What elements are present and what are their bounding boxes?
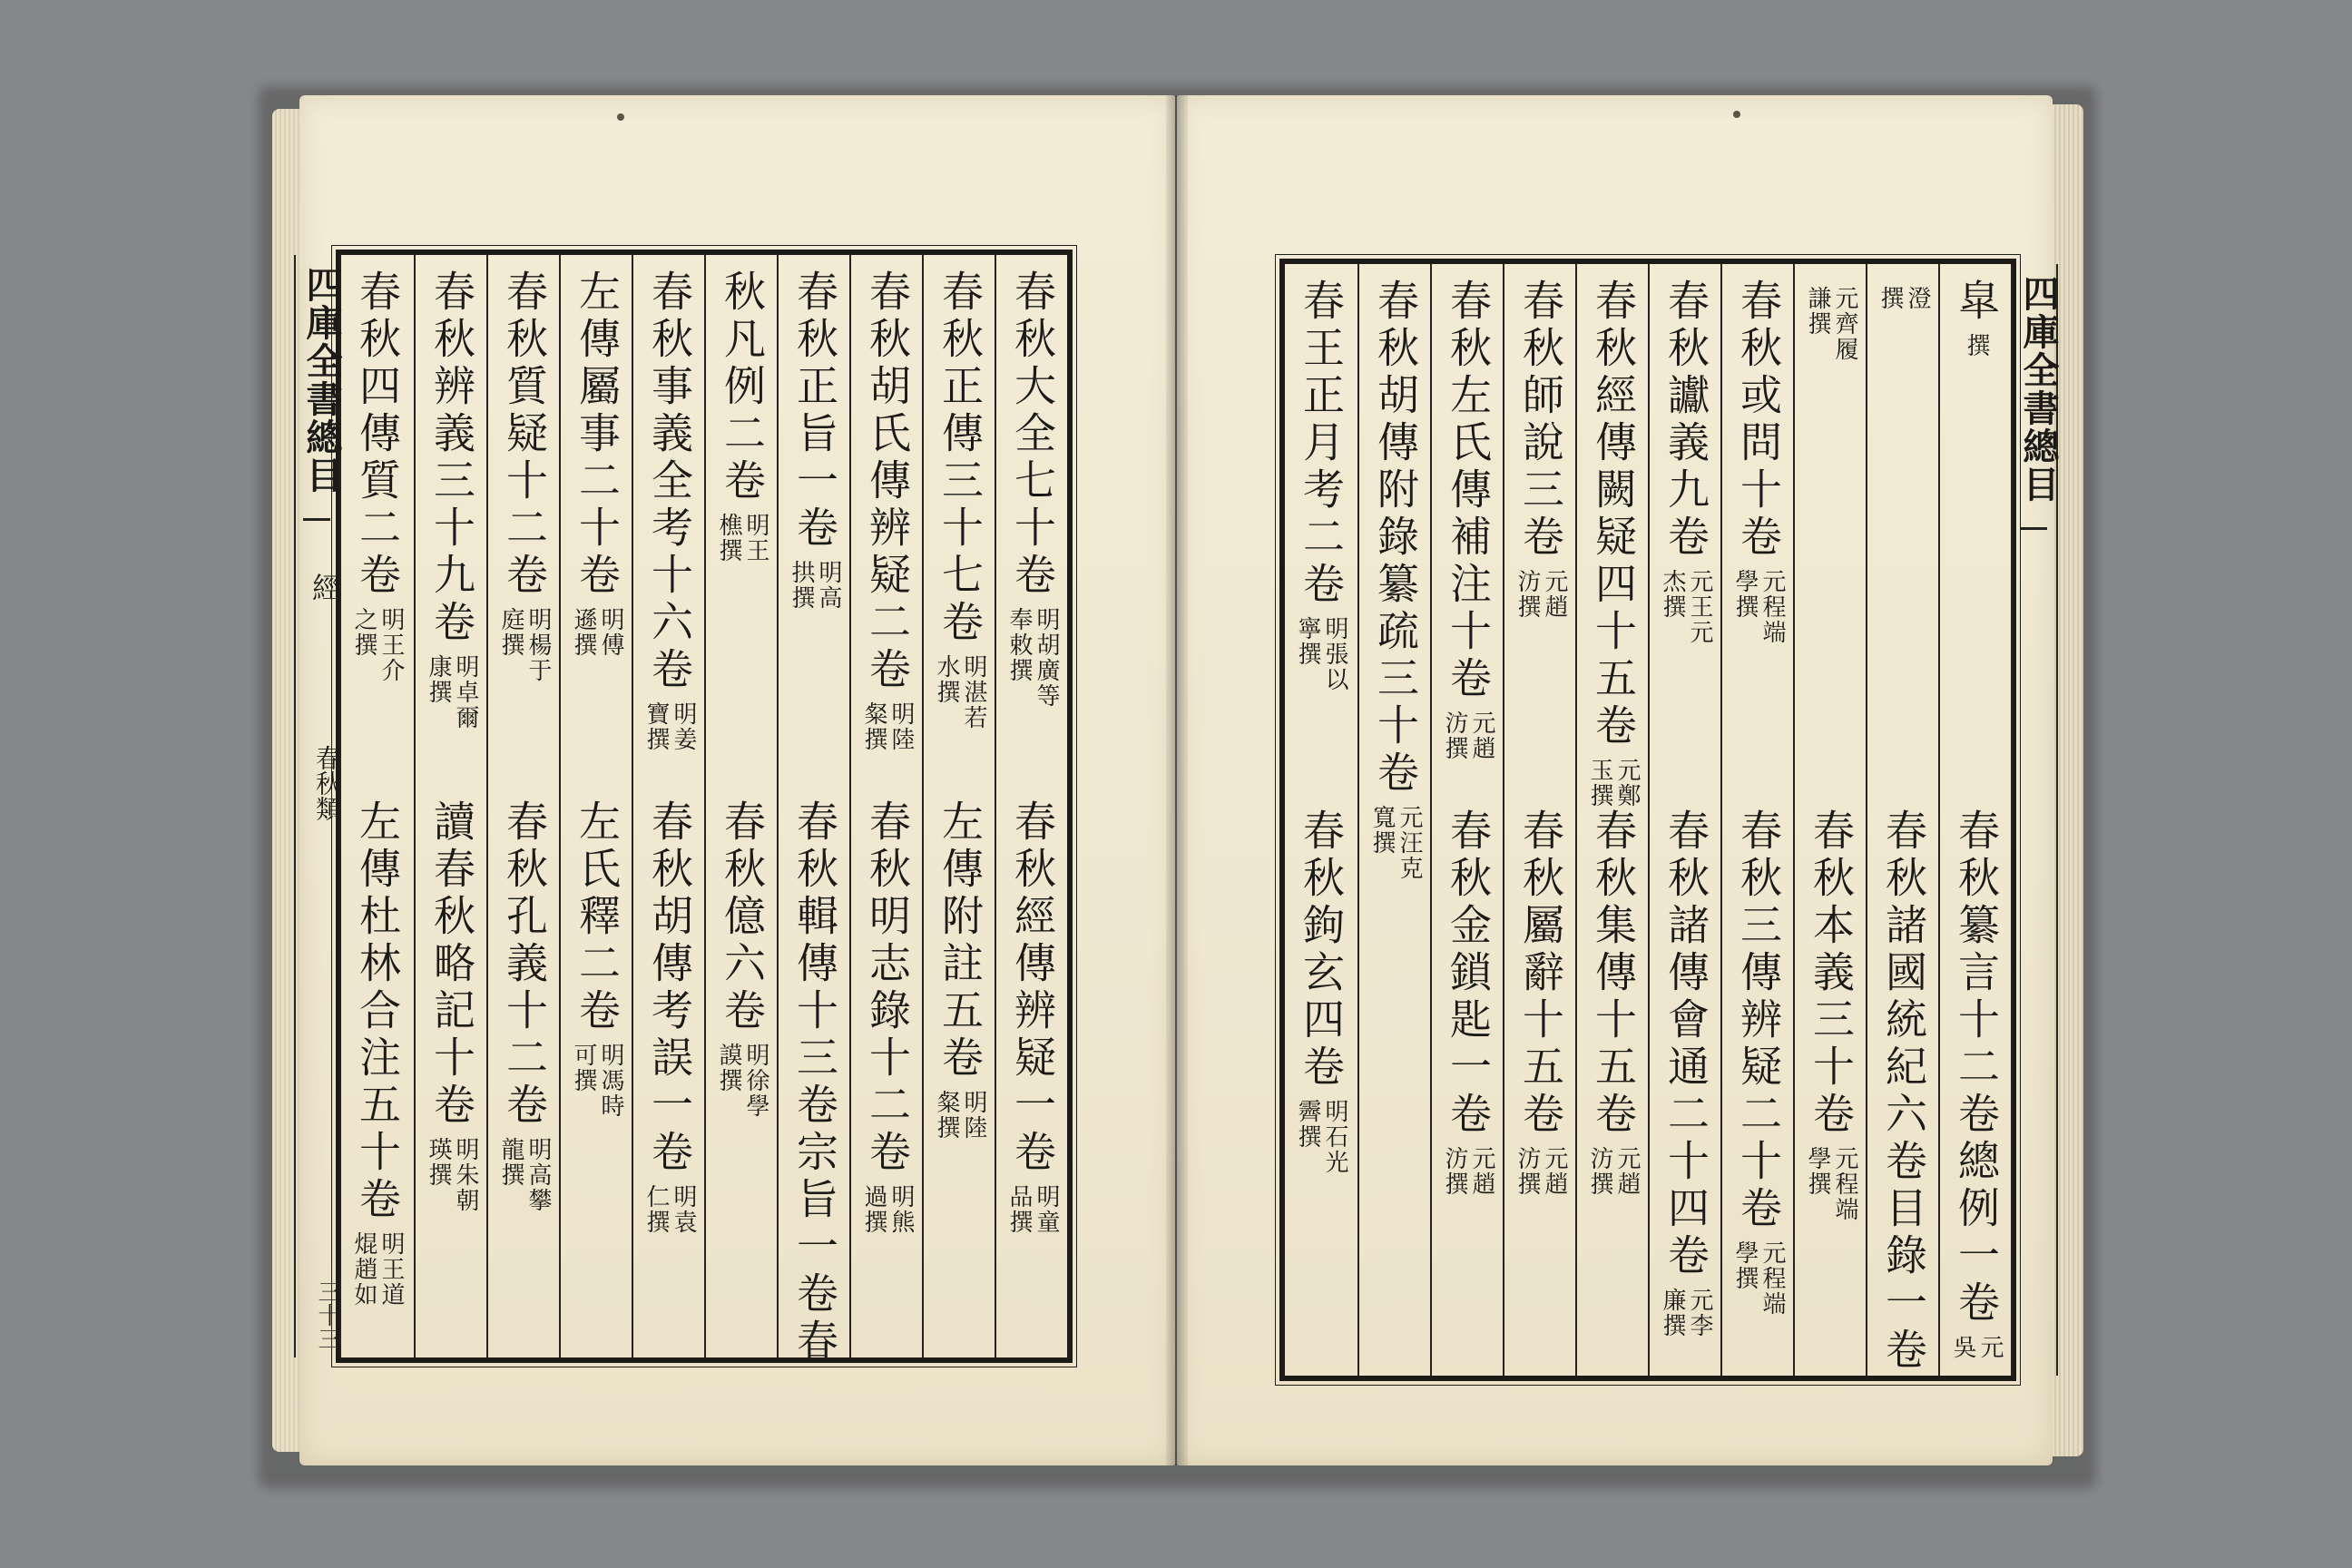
author-note-line: 庭撰 [497,607,524,658]
catalog-entry-lower [633,799,706,1235]
catalog-entry-lower [416,799,488,1213]
author-note-line: 明石光 [1321,1099,1348,1175]
author-note-line: 元 [1976,1335,2004,1360]
author-note-line: 元趙 [1613,1146,1641,1197]
author-note-line: 撰 [1963,333,1990,358]
banner-category: 春秋類 [312,745,342,821]
entry-title: 秋凡例二卷 [718,270,767,505]
author-note-line: 瑛撰 [425,1137,452,1188]
author-note [1733,1240,1784,1317]
catalog-entry-lower [779,799,851,1366]
author-note-line: 學撰 [1731,1240,1759,1291]
author-note [789,560,840,611]
author-note [1951,1335,2002,1360]
author-note-line: 粲撰 [933,1090,960,1141]
author-note-line: 元齊履 [1831,286,1858,362]
author-note-line: 吳 [1949,1335,1976,1360]
author-note [717,513,768,564]
author-note-line: 康撰 [425,654,452,705]
author-note-line: 澄 [1904,286,1931,311]
author-note-line: 明湛若 [960,654,987,730]
catalog-entry-lower [1722,808,1795,1317]
author-note [644,1184,695,1235]
text-column [1938,264,2013,1376]
catalog-entry-lower [706,799,779,1119]
text-column [777,255,851,1366]
author-note-line: 寧撰 [1294,616,1321,667]
author-note [572,607,622,658]
text-column [995,255,1069,1357]
entry-title: 春秋諸傳會通二十四卷 [1661,808,1710,1280]
author-note-line: 明王道 [377,1231,405,1308]
author-note-line: 明陸 [887,701,915,752]
fishtail-mark [303,518,330,532]
text-column [1357,264,1432,1376]
author-note-line: 明徐學 [742,1043,769,1119]
entry-title: 春秋師說三卷 [1516,279,1565,562]
text-column [341,255,414,1357]
author-note-line: 明熊 [887,1184,915,1235]
entry-title: 春秋孔義十二卷 [500,799,549,1130]
right-text-frame [1279,259,2060,1381]
book-gutter [1166,95,1188,1465]
text-column [704,255,779,1357]
author-note-line: 元趙 [1468,710,1495,761]
entry-title: 春秋諸國統紀六卷目錄一卷 [1879,808,1928,1375]
author-note-line: 元李 [1686,1288,1713,1338]
author-note-line: 元王元 [1686,569,1713,645]
entry-title: 春秋鉤玄四卷 [1297,808,1346,1092]
author-note [1443,1146,1494,1197]
catalog-entry-lower [1940,808,2013,1360]
entry-title: 左氏釋二卷 [573,799,622,1035]
author-note [862,701,913,752]
author-note-line: 汸撰 [1586,1146,1613,1197]
entry-title: 春秋胡氏傳辨疑二卷 [863,270,912,694]
author-note [644,701,695,752]
entry-title: 春秋或問十卷 [1734,279,1783,562]
entry-title: 春秋胡傳考誤一卷 [645,799,694,1177]
author-note-line: 杰撰 [1659,569,1686,620]
entry-title: 春秋胡傳附錄纂疏三十卷 [1371,279,1420,798]
author-note [572,1043,622,1119]
author-note [1878,286,1929,311]
author-note-line: 焜趙如 [350,1231,377,1308]
author-note [1661,1288,1711,1338]
catalog-entry-upper [416,270,488,730]
banner-title: 四庫全書總目 [2017,275,2060,504]
author-note-line: 明姜 [670,701,697,752]
author-note-line: 明高 [815,560,842,611]
catalog-entry-upper [488,270,561,683]
author-note-line: 過撰 [860,1184,887,1235]
author-note-line: 撰 [1877,286,1904,311]
catalog-entry-lower [341,799,414,1308]
entry-title: 春秋屬辭十五卷 [1516,808,1565,1139]
catalog-entry-lower [561,799,633,1119]
author-note-line: 可撰 [570,1043,597,1093]
author-note [1296,616,1347,692]
left-page-banner [294,255,341,1357]
author-note-line: 謙撰 [1804,286,1831,337]
entry-title: 左傳杜林合注五十卷 [353,799,402,1224]
entry-title: 皐 [1952,279,2001,326]
author-note [426,654,477,730]
entry-title: 春王正月考二卷 [1297,279,1346,609]
entry-title: 春秋億六卷 [718,799,767,1035]
fishtail-mark [2020,527,2047,541]
author-note-line: 樵撰 [715,513,742,564]
catalog-entry-upper [1285,279,1357,692]
catalog-entry-upper [1577,279,1650,808]
author-note-line: 學撰 [1731,569,1759,620]
author-note-line: 汸撰 [1514,569,1541,620]
entry-title: 左傳附註五卷 [936,799,985,1083]
author-note [862,1184,913,1235]
stitch-mark [617,113,624,121]
entry-title: 左傳屬事二十卷 [573,270,622,600]
entry-title: 春秋辨義三十九卷 [427,270,476,647]
entry-title: 春秋本義三十卷 [1807,808,1856,1139]
author-note-line: 寬撰 [1368,805,1396,856]
author-note [935,1090,985,1141]
catalog-entry-upper [341,270,414,683]
banner-title: 四庫全書總目 [300,266,343,495]
author-note [499,607,550,683]
author-note-line: 明袁 [670,1184,697,1235]
entry-title: 春秋明志錄十二卷 [863,799,912,1177]
catalog-entry-lower [924,799,996,1141]
author-note [1443,710,1494,761]
author-note-line: 明朱朝 [452,1137,479,1213]
text-column [1648,264,1722,1376]
author-note [935,654,985,730]
catalog-entry-lower [1432,808,1504,1197]
text-column [559,255,633,1357]
author-note-line: 明陸 [960,1090,987,1141]
author-note-line: 粲撰 [860,701,887,752]
author-note-line: 霽撰 [1294,1099,1321,1150]
author-note-line: 元趙 [1541,569,1568,620]
author-note-line: 龍撰 [497,1137,524,1188]
entry-title: 春秋金鎖匙一卷 [1444,808,1493,1139]
author-note-line: 元程端 [1831,1146,1858,1222]
author-note-line: 元汪克 [1396,805,1423,881]
catalog-entry-upper [1650,279,1722,645]
catalog-entry-upper [924,270,996,730]
author-note-line: 學撰 [1804,1146,1831,1197]
author-note-line: 明王介 [377,607,405,683]
author-note-line: 元程端 [1759,569,1786,645]
author-note [1733,569,1784,645]
entry-title: 春秋大全七十卷 [1008,270,1057,600]
author-note-line: 仁撰 [642,1184,670,1235]
catalog-entry-lower [1285,808,1357,1175]
author-note-line: 謨撰 [715,1043,742,1093]
author-note-line: 寶撰 [642,701,670,752]
entry-title: 春秋三傳辨疑二十卷 [1734,808,1783,1233]
entry-title: 春秋正旨一卷 [790,270,839,553]
author-note-line: 明王 [742,513,769,564]
author-note [1007,607,1058,709]
entry-title: 春秋纂言十二卷總例一卷 [1952,808,2001,1328]
author-note-line: 元鄭 [1613,758,1641,808]
author-note-line: 廉撰 [1659,1288,1686,1338]
author-note-line: 明卓爾 [452,654,479,730]
entry-title: 春秋四傳質二卷 [353,270,402,600]
author-note [1515,1146,1566,1197]
author-note-line: 汸撰 [1441,710,1468,761]
author-note [717,1043,768,1119]
catalog-entry-upper [1722,279,1795,645]
banner-section: 經 [308,573,342,602]
catalog-entry-upper [851,270,924,752]
entry-title: 春秋事義全考十六卷 [645,270,694,694]
catalog-entry-upper [996,270,1069,709]
text-column [922,255,996,1357]
author-note [1806,286,1857,362]
author-note-line: 元趙 [1541,1146,1568,1197]
text-column [1503,264,1577,1376]
author-note-line: 水撰 [933,654,960,705]
entry-title: 春秋集傳十五卷 [1589,808,1638,1139]
author-note-line: 品撰 [1005,1184,1033,1235]
catalog-entry-upper [1940,279,2013,358]
author-note-line: 汸撰 [1514,1146,1541,1197]
author-note-line: 明馮時 [597,1043,624,1119]
catalog-entry-upper [1359,279,1432,881]
catalog-entry-upper [1432,279,1504,761]
entry-title: 春秋正傳三十七卷 [936,270,985,647]
text-column [849,255,924,1357]
author-note [352,607,403,683]
author-note-line: 元趙 [1468,1146,1495,1197]
entry-title: 讀春秋略記十卷 [427,799,476,1130]
author-note [499,1137,550,1213]
catalog-entry-upper [561,270,633,658]
catalog-entry-upper [1867,279,1940,311]
text-column [486,255,561,1357]
catalog-entry-upper [706,270,779,564]
catalog-entry-upper [1504,279,1577,620]
entry-title: 春秋經傳闕疑四十五卷 [1589,279,1638,750]
catalog-entry-upper [633,270,706,752]
catalog-entry-upper [779,270,851,611]
catalog-entry-lower [996,799,1069,1235]
author-note [1370,805,1421,881]
text-column [1575,264,1650,1376]
author-note [1007,1184,1058,1235]
author-note [426,1137,477,1213]
banner-page-number: 三十三 [314,1279,341,1350]
catalog-entry-lower [488,799,561,1213]
text-column [414,255,488,1357]
author-note [1965,333,1988,358]
author-note-line: 玉撰 [1586,758,1613,808]
author-note-line: 明楊于 [524,607,552,683]
catalog-entry-lower [1795,808,1867,1222]
catalog-entry-lower [851,799,924,1235]
text-column [1720,264,1795,1376]
author-note-line: 明高攀 [524,1137,552,1213]
author-note-line: 拱撰 [788,560,815,611]
author-note [352,1231,403,1308]
author-note [1588,1146,1639,1197]
author-note [1296,1099,1347,1175]
catalog-entry-lower [1577,808,1650,1197]
entry-title: 春秋輯傳十三卷宗旨一卷春 [790,799,839,1366]
catalog-entry-lower [1504,808,1577,1197]
entry-title: 春秋經傳辨疑一卷 [1008,799,1057,1177]
author-note-line: 明童 [1033,1184,1060,1235]
author-note-line: 奉敕撰 [1005,607,1033,683]
text-column [1793,264,1867,1376]
text-column [1866,264,1940,1376]
author-note-line: 汸撰 [1441,1146,1468,1197]
text-column [1430,264,1504,1376]
text-column [1285,264,1357,1376]
author-note [1806,1146,1857,1222]
catalog-entry-lower [1867,808,1940,1375]
author-note-line: 之撰 [350,607,377,658]
author-note-line: 明張以 [1321,616,1348,692]
left-text-frame [300,250,1073,1366]
entry-title: 春秋左氏傳補注十卷 [1444,279,1493,703]
author-note-line: 明傅 [597,607,624,658]
author-note-line: 遜撰 [570,607,597,658]
right-page-banner [2011,264,2058,1376]
author-note-line: 元程端 [1759,1240,1786,1317]
author-note [1588,758,1639,808]
catalog-entry-lower [1650,808,1722,1338]
entry-title: 春秋質疑十二卷 [500,270,549,600]
author-note-line: 明胡廣等 [1033,607,1060,709]
author-note [1661,569,1711,645]
entry-title: 春秋讞義九卷 [1661,279,1710,562]
author-note [1515,569,1566,620]
text-column [632,255,706,1357]
stitch-mark [1733,111,1740,118]
catalog-entry-upper [1795,279,1867,362]
